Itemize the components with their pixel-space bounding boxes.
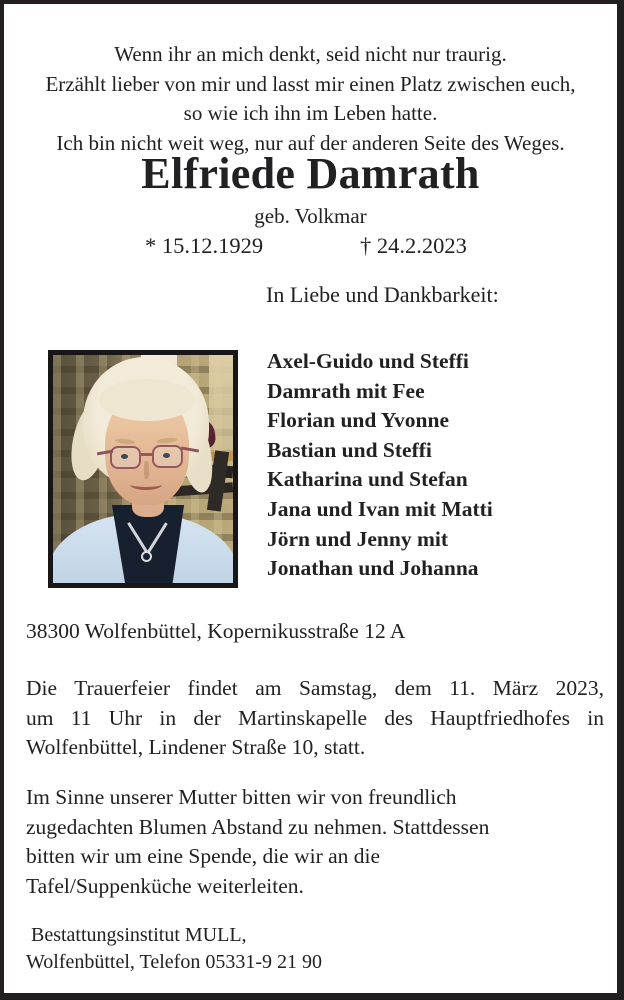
photo-necklace-pendant <box>141 551 152 562</box>
funeral-line: Die Trauerfeier findet am Samstag, dem 11. März 2023, <box>26 676 604 700</box>
donation-line: Im Sinne unserer Mutter bitten wir von freundlich <box>26 785 457 809</box>
dedication-line: In Liebe und Dankbarkeit: <box>266 282 499 307</box>
verse-line: Wenn ihr an mich denkt, seid nicht nur traurig. <box>114 42 507 66</box>
donation-line: Tafel/Suppenküche weiterleiten. <box>26 873 304 898</box>
verse-line: Ich bin nicht weit weg, nur auf der anderen Seite des Weges. <box>56 130 565 155</box>
photo-hair-fringe <box>99 379 195 421</box>
home-address: 38300 Wolfenbüttel, Kopernikusstraße 12 A <box>26 619 406 643</box>
portrait-photo <box>48 350 238 588</box>
funeral-home-info <box>26 922 322 976</box>
memorial-verse <box>4 40 617 158</box>
funeral-home-contact: Wolfenbüttel, Telefon 05331-9 21 90 <box>26 951 323 973</box>
verse-line: Erzählt lieber von mir und lasst mir einen Platz zwischen euch, <box>45 71 576 96</box>
photo-nose <box>144 461 149 479</box>
mourner-line: Bastian und Steffi <box>267 437 432 462</box>
mourner-line: Jana und Ivan mit Matti <box>267 496 493 521</box>
death-date: † 24.2.2023 <box>360 233 467 258</box>
deceased-name: Elfriede Damrath <box>141 149 480 198</box>
donation-line: bitten wir um eine Spende, die wir an die <box>26 844 381 868</box>
mourner-line: Florian und Yvonne <box>267 408 450 433</box>
verse-line: so wie ich ihn im Leben hatte. <box>183 101 438 125</box>
funeral-line: um 11 Uhr in der Martinskapelle des Hauptfriedhofes in <box>26 705 604 730</box>
mourner-line: Damrath mit Fee <box>267 378 425 403</box>
donation-request <box>26 783 604 901</box>
funeral-home-name: Bestattungsinstitut MULL, <box>31 924 247 946</box>
mourner-line: Jörn und Jenny mit <box>267 526 448 551</box>
mourners-list <box>267 347 493 584</box>
photo-glasses-bridge <box>139 453 153 456</box>
mourner-line: Katharina und Stefan <box>267 467 468 492</box>
funeral-line: Wolfenbüttel, Lindener Straße 10, statt. <box>26 735 366 759</box>
funeral-service-info <box>26 674 604 763</box>
photo-mouth <box>130 479 162 490</box>
mourner-line: Jonathan und Johanna <box>267 556 479 581</box>
mourner-line: Axel-Guido und Steffi <box>267 349 469 373</box>
photo-eye-left <box>121 454 128 459</box>
birth-date: * 15.12.1929 <box>145 233 264 258</box>
donation-line: zugedachten Blumen Abstand zu nehmen. Stattdessen <box>26 814 490 839</box>
maiden-name: geb. Volkmar <box>254 204 367 228</box>
life-dates <box>4 233 617 263</box>
photo-eye-right <box>163 453 170 458</box>
